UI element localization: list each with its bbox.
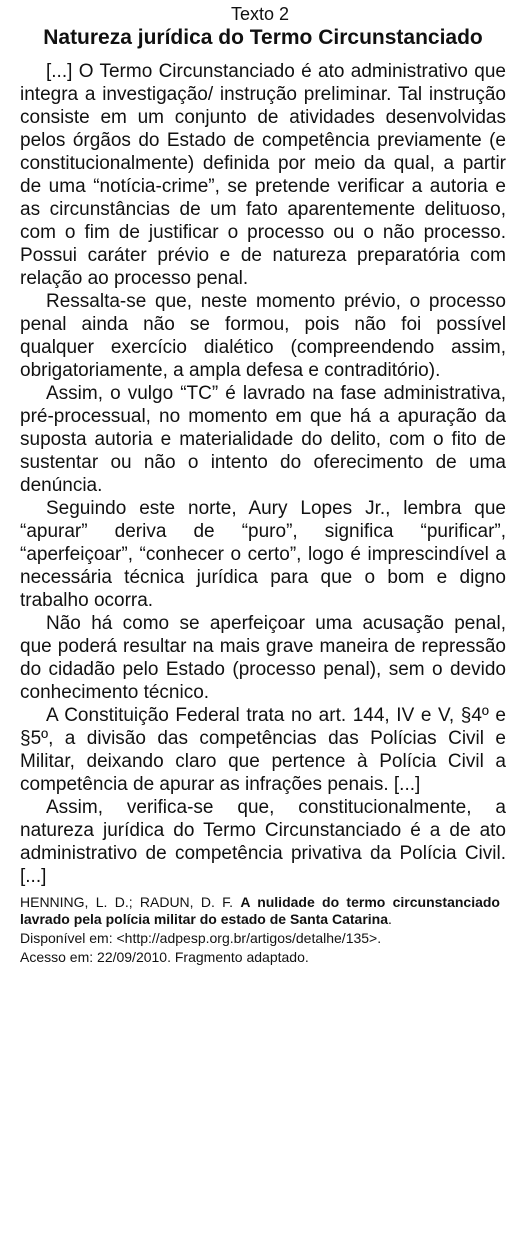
text-header [20,4,506,50]
paragraph-1: [...] O Termo Circunstanciado é ato administrativo que integra a investigação/ instrução preliminar. Tal instrução consiste em um conjunto de atividades desenvolvidas pelos órgãos do Estado de competência previamente (e constitucionalmente) definida por meio da qual, a partir de uma “notícia-crime”, se pretende verificar a autoria e as circunstâncias de um fato aparentemente delituoso, com o fim de justificar o processo ou o não processo. Possui caráter prévio e de natureza preparatória com relação ao processo penal. [20,61,506,289]
article-body [20,60,506,888]
text-number: Texto 2 [230,4,290,24]
paragraph-2: Ressalta-se que, neste momento prévio, o processo penal ainda não se formou, pois não foi possível qualquer exercício dialético (compreendendo assim, obrigatoriamente, a ampla defesa e contraditório). [20,291,506,381]
paragraph-7: Assim, verifica-se que, constitucionalmente, a natureza jurídica do Termo Circunstanciado é a de ato administrativo de competência privativa da Polícia Civil. [...] [20,797,506,887]
paragraph-3: Assim, o vulgo “TC” é lavrado na fase administrativa, pré-processual, no momento em que há a apuração da suposta autoria e materialidade do delito, com o fito de sustentar ou não o intento do oferecimento de uma denúncia. [20,383,506,496]
paragraph-6: A Constituição Federal trata no art. 144, IV e V, §4º e §5º, a divisão das competências das Polícias Civil e Militar, deixando claro que pertence à Polícia Civil a competência de apurar as infrações penais. [...] [20,705,506,795]
citation-title-end: . [388,911,392,927]
text-title: Natureza jurídica do Termo Circunstanciado [43,26,483,49]
paragraph-4: Seguindo este norte, Aury Lopes Jr., lembra que “apurar” deriva de “puro”, significa “purificar”, “aperfeiçoar”, “conhecer o certo”, logo é imprescindível a necessária técnica jurídica para que o bom e digno trabalho ocorra. [20,498,506,611]
citation-work-title: A nulidade do termo circunstanciado lavrado pela polícia militar do estado de Santa Catarina [20,894,500,927]
citation [20,894,500,928]
paragraph-5: Não há como se aperfeiçoar uma acusação penal, que poderá resultar na mais grave maneira de repressão do cidadão pelo Estado (processo penal), sem o devido conhecimento técnico. [20,613,506,703]
citation-access: Acesso em: 22/09/2010. Fragmento adaptado. [20,949,309,965]
citation-authors: HENNING, L. D.; RADUN, D. F. [20,894,241,910]
citation-available: Disponível em: <http://adpesp.org.br/artigos/detalhe/135>. [20,930,382,946]
